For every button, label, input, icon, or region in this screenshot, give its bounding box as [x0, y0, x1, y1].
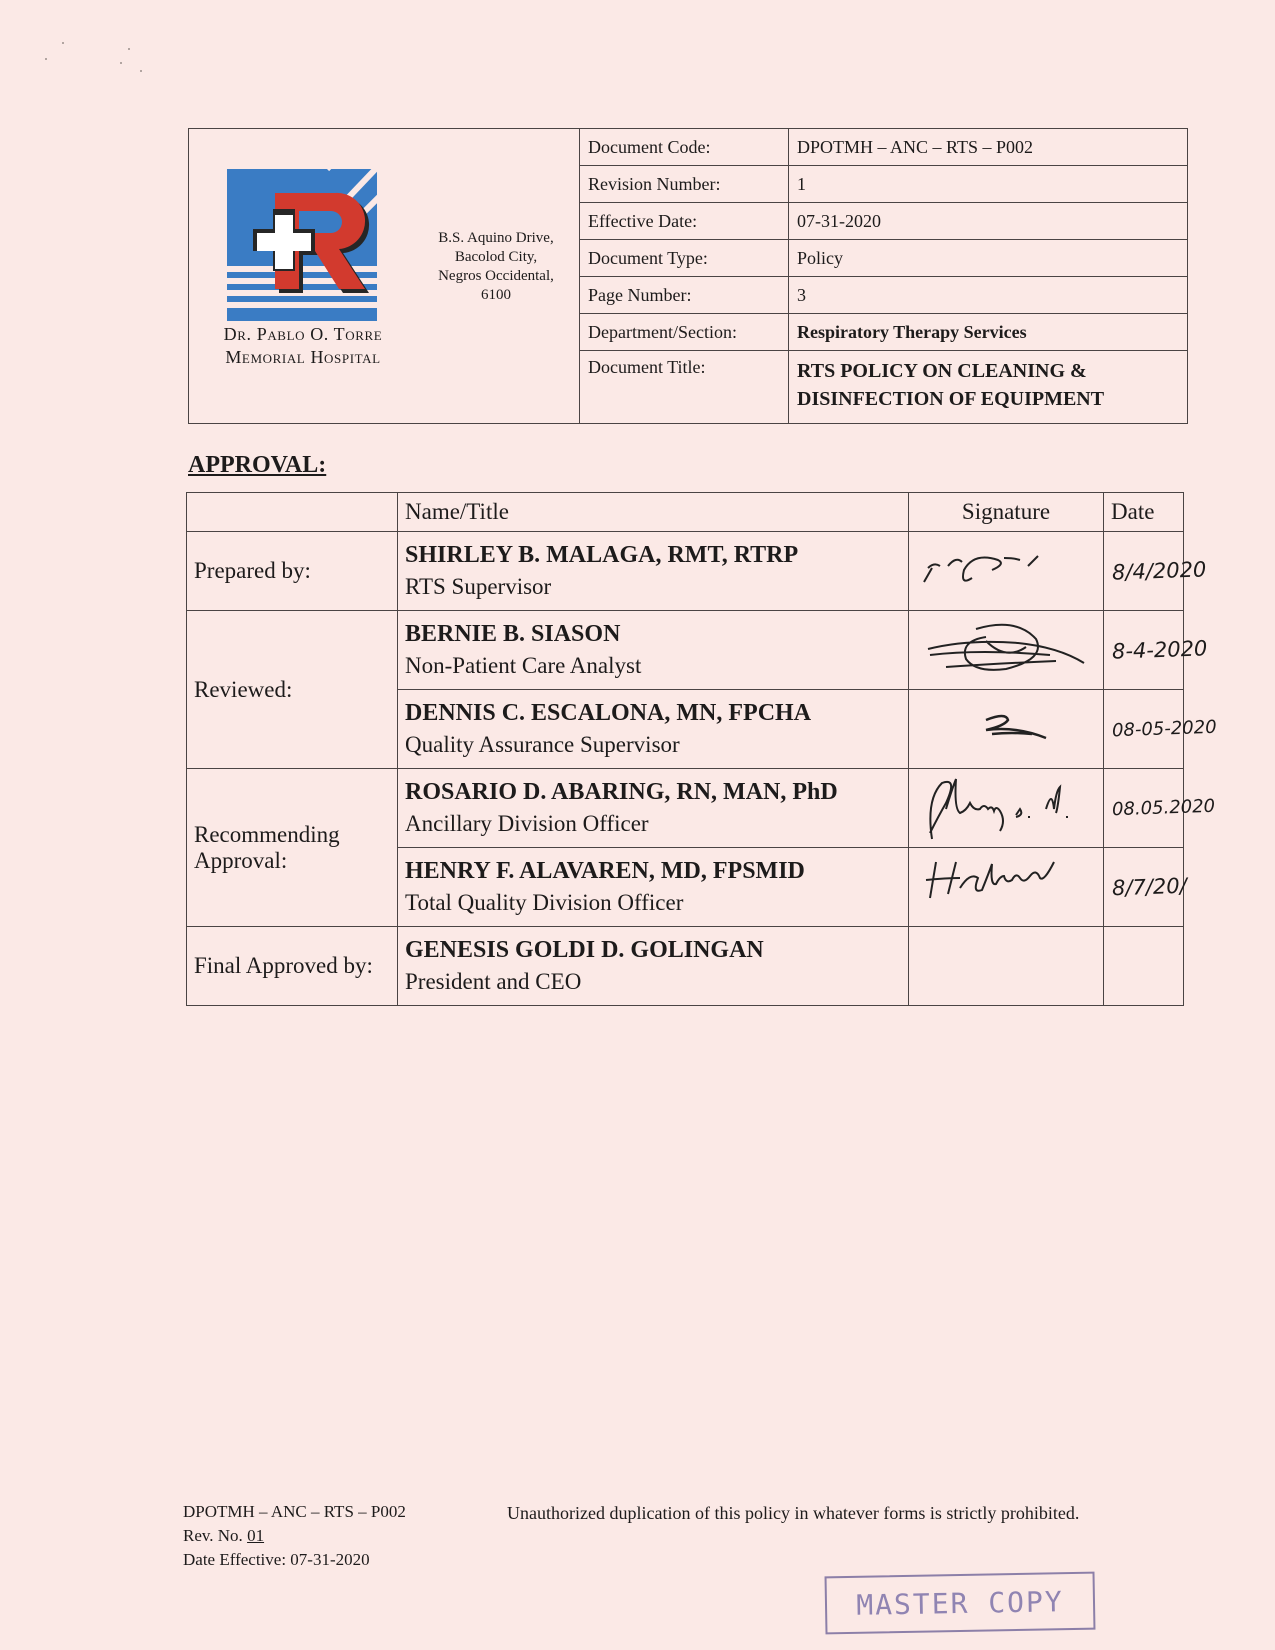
role-label-recommending: Recommending Approval:	[187, 769, 398, 927]
approval-header-row	[187, 493, 1184, 532]
effective-date-label: Effective Date:	[580, 203, 789, 240]
role-column-header	[187, 493, 398, 532]
handwritten-signature	[909, 848, 1103, 926]
person-title: Non-Patient Care Analyst	[405, 653, 642, 678]
footer-revision	[183, 1524, 406, 1548]
document-title-label: Document Title:	[580, 351, 789, 424]
department-value: Respiratory Therapy Services	[789, 314, 1188, 351]
handwritten-date: 8/7/20/	[1111, 873, 1188, 901]
handwritten-signature	[909, 611, 1103, 689]
address-line: Negros Occidental,	[438, 268, 554, 284]
date-cell	[1104, 532, 1207, 611]
person-title: RTS Supervisor	[405, 574, 552, 599]
date-column-header: Date	[1104, 493, 1184, 532]
document-title-value: RTS POLICY ON CLEANING & DISINFECTION OF EQUIPMENT	[789, 351, 1188, 424]
role-label-prepared: Prepared by:	[187, 532, 398, 611]
person-name: SHIRLEY B. MALAGA, RMT, RTRP	[405, 542, 799, 568]
signature-cell	[909, 532, 1104, 611]
person-cell	[398, 769, 909, 848]
person-name: BERNIE B. SIASON	[405, 621, 621, 647]
handwritten-date: 08-05-2020	[1111, 716, 1217, 742]
address-line: Bacolod City,	[454, 249, 538, 265]
person-cell	[398, 848, 909, 927]
hospital-name-line1: Dr. Pablo O. Torre	[223, 324, 383, 344]
handwritten-signature	[909, 769, 1103, 847]
approval-row	[187, 927, 1184, 1006]
date-cell	[1104, 848, 1188, 927]
revision-number-label: Revision Number:	[580, 166, 789, 203]
document-header-table	[188, 128, 1188, 424]
document-code-label: Document Code:	[580, 129, 789, 166]
revision-number-value: 1	[789, 166, 1188, 203]
person-cell	[398, 927, 909, 1006]
role-label-final: Final Approved by:	[187, 927, 398, 1006]
footer-date-effective: Date Effective: 07-31-2020	[183, 1550, 370, 1569]
person-title: Total Quality Division Officer	[405, 890, 684, 915]
person-title: President and CEO	[405, 969, 582, 994]
paper-speck	[120, 62, 122, 64]
address-line: B.S. Aquino Drive,	[438, 230, 554, 246]
person-title: Quality Assurance Supervisor	[405, 732, 680, 757]
handwritten-date: 08.05.2020	[1111, 795, 1216, 821]
person-name: ROSARIO D. ABARING, RN, MAN, PhD	[405, 779, 838, 805]
approval-row	[187, 532, 1184, 611]
handwritten-date: 8-4-2020	[1111, 636, 1208, 664]
footer-code: DPOTMH – ANC – RTS – P002	[183, 1502, 406, 1521]
document-type-value: Policy	[789, 240, 1188, 277]
footer-rev-label: Rev. No.	[183, 1526, 248, 1545]
address-line: 6100	[481, 287, 511, 303]
signature-column-header: Signature	[909, 493, 1104, 532]
date-cell	[1104, 690, 1217, 769]
document-type-label: Document Type:	[580, 240, 789, 277]
approval-row	[187, 769, 1184, 848]
master-copy-stamp: MASTER COPY	[825, 1572, 1096, 1635]
hospital-name-line2: Memorial Hospital	[225, 347, 381, 367]
hospital-address	[421, 229, 571, 305]
paper-speck	[45, 58, 47, 60]
signature-cell	[909, 611, 1104, 690]
hospital-identity-cell	[189, 129, 580, 424]
signature-cell	[909, 848, 1104, 927]
signature-cell	[909, 690, 1104, 769]
footer-rev-value: 01	[247, 1526, 265, 1545]
effective-date-value: 07-31-2020	[789, 203, 1188, 240]
paper-speck	[140, 70, 142, 72]
signature-cell	[909, 927, 1104, 1006]
person-cell	[398, 532, 909, 611]
person-name: GENESIS GOLDI D. GOLINGAN	[405, 937, 764, 963]
handwritten-date: 8/4/2020	[1111, 557, 1207, 585]
hospital-logo-icon	[227, 169, 385, 321]
hospital-name	[203, 323, 403, 369]
approval-table	[186, 492, 1217, 1006]
approval-row	[187, 611, 1184, 690]
person-title: Ancillary Division Officer	[405, 811, 649, 836]
footer-notice: Unauthorized duplication of this policy in whatever forms is strictly prohibited.	[507, 1503, 1080, 1523]
document-code-value: DPOTMH – ANC – RTS – P002	[789, 129, 1188, 166]
date-cell	[1104, 611, 1208, 690]
signature-cell	[909, 769, 1104, 848]
person-name: DENNIS C. ESCALONA, MN, FPCHA	[405, 700, 812, 726]
role-label-reviewed: Reviewed:	[187, 611, 398, 769]
page-number-value: 3	[789, 277, 1188, 314]
page-number-label: Page Number:	[580, 277, 789, 314]
department-label: Department/Section:	[580, 314, 789, 351]
handwritten-signature	[909, 532, 1103, 610]
name-column-header: Name/Title	[398, 493, 909, 532]
handwritten-signature	[909, 690, 1103, 768]
footer-document-info	[183, 1500, 406, 1572]
date-cell	[1104, 927, 1184, 1006]
paper-speck	[128, 48, 130, 50]
date-cell	[1104, 769, 1216, 848]
approval-heading: APPROVAL:	[188, 452, 327, 478]
person-cell	[398, 611, 909, 690]
person-name: HENRY F. ALAVAREN, MD, FPSMID	[405, 858, 805, 884]
paper-speck	[62, 42, 64, 44]
person-cell	[398, 690, 909, 769]
